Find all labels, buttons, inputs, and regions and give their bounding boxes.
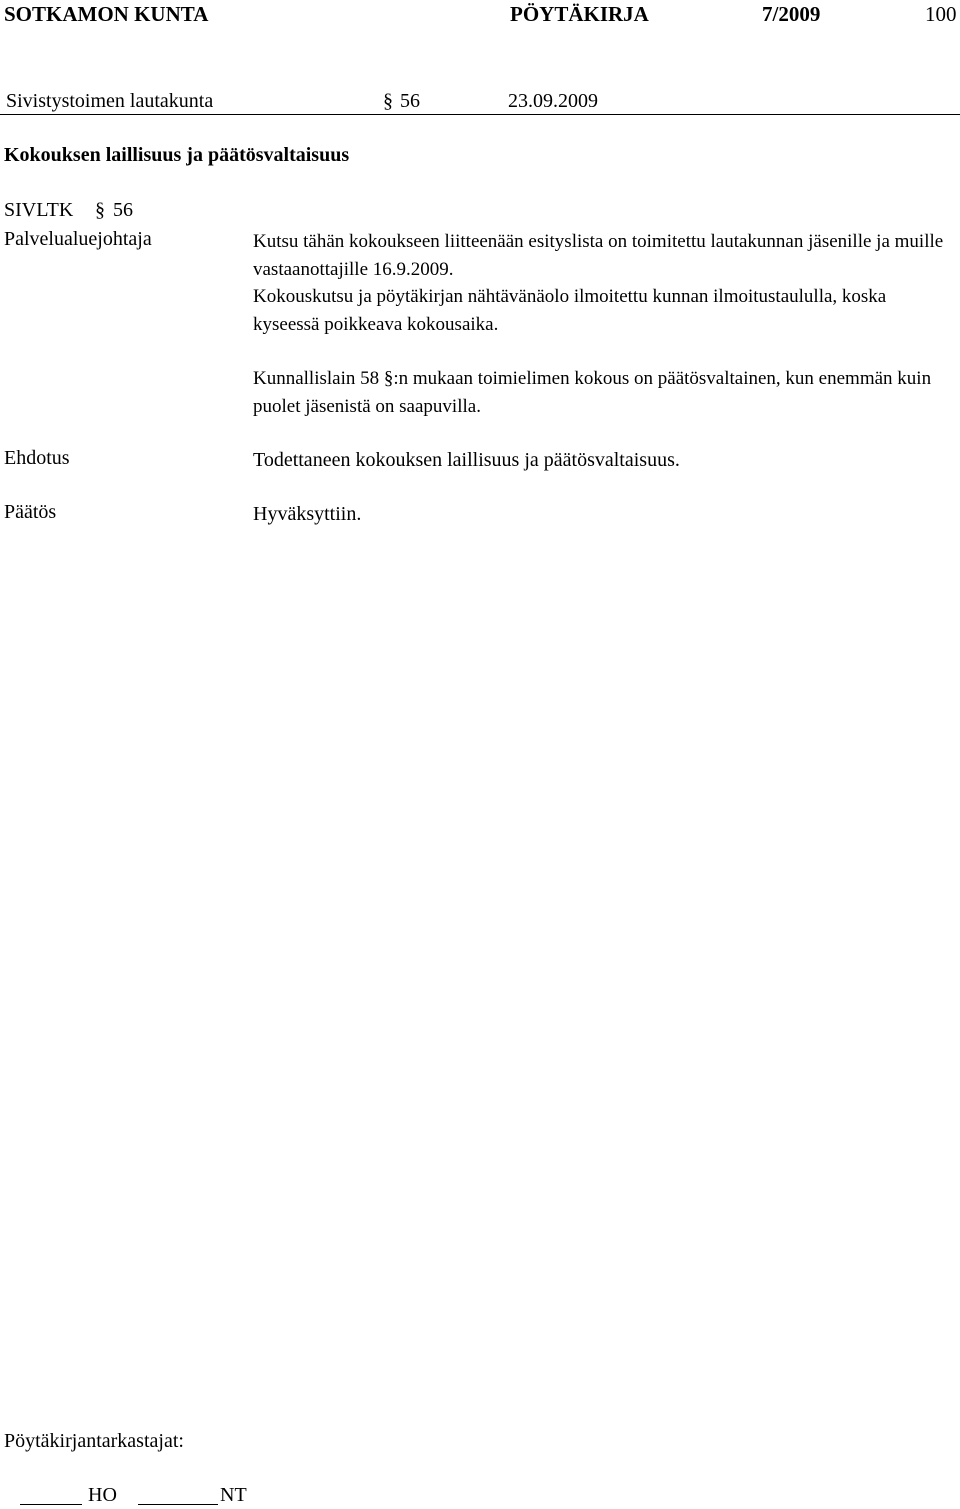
- paragraph-invitation: Kutsu tähän kokoukseen liitteenään esityslista on toimitettu lautakunnan jäsenille ja muille vastaanottajille 16.9.2009.: [253, 231, 944, 280]
- section-number: 56: [400, 90, 420, 112]
- code-section-mark: §: [95, 199, 105, 221]
- header-divider: [0, 114, 960, 115]
- paragraph-law: Kunnallislain 58 §:n mukaan toimielimen kokous on päätösvaltainen, kun enemmän kuin puolet jäsenistä on saapuvilla.: [253, 368, 932, 417]
- preparer-label: Palvelualuejohtaja: [4, 228, 152, 250]
- section-mark: §: [383, 90, 393, 112]
- code-section-number: 56: [113, 199, 133, 221]
- signature-line-2: [138, 1504, 218, 1505]
- decision-text: Hyväksyttiin.: [253, 503, 362, 525]
- page-number: 100: [925, 2, 957, 26]
- section-code: SIVLTK: [4, 199, 74, 221]
- signature-line-1: [20, 1504, 82, 1505]
- document-number: 7/2009: [762, 2, 821, 26]
- committee-name: Sivistystoimen lautakunta: [6, 90, 214, 112]
- checker-initials-1: HO: [88, 1484, 117, 1506]
- proposal-label: Ehdotus: [4, 447, 70, 469]
- meeting-date: 23.09.2009: [508, 90, 598, 112]
- minutes-checkers-label: Pöytäkirjantarkastajat:: [4, 1430, 184, 1452]
- proposal-text: Todettaneen kokouksen laillisuus ja päätösvaltaisuus.: [253, 449, 680, 471]
- decision-label: Päätös: [4, 501, 57, 523]
- municipality-name: SOTKAMON KUNTA: [4, 2, 209, 26]
- document-type: PÖYTÄKIRJA: [510, 2, 649, 26]
- paragraph-notice: Kokouskutsu ja pöytäkirjan nähtävänäolo ilmoitettu kunnan ilmoitustaululla, koska kyseessä poikkeava kokousaika.: [253, 286, 887, 335]
- section-title: Kokouksen laillisuus ja päätösvaltaisuus: [4, 144, 350, 166]
- checker-initials-2: NT: [220, 1484, 247, 1506]
